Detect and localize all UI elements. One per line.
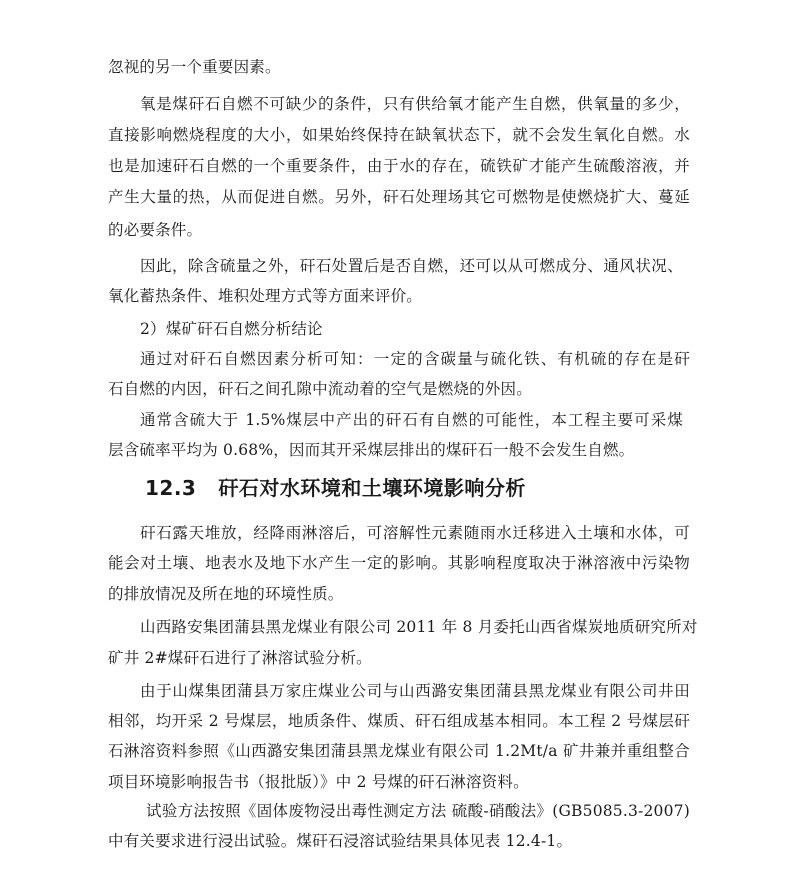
paragraph-line: 通过对矸石自燃因素分析可知：一定的含碳量与硫化铁、有机硫的存在是矸	[140, 350, 690, 368]
paragraph-line: 忽视的另一个重要因素。	[108, 58, 281, 76]
section-number: 12.3	[145, 476, 197, 500]
paragraph-line: 中有关要求进行浸出试验。煤矸石浸溶试验结果具体见表 12.4-1。	[108, 832, 573, 850]
paragraph-line: 能会对土壤、地表水及地下水产生一定的影响。其影响程度取决于淋溶液中污染物	[108, 554, 690, 572]
paragraph-line: 石自燃的内因，矸石之间孔隙中流动着的空气是燃烧的外因。	[108, 380, 532, 398]
paragraph-line: 项目环境影响报告书（报批版）》中 2 号煤的矸石淋溶资料。	[108, 773, 529, 791]
paragraph-line: 氧是煤矸石自燃不可缺少的条件，只有供给氧才能产生自燃，供氧量的多少，	[140, 95, 690, 113]
paragraph-line: 相邻，均开采 2 号煤层，地质条件、煤质、矸石组成基本相同。本工程 2 号煤层矸	[108, 712, 690, 730]
paragraph-line: 的必要条件。	[108, 221, 203, 239]
paragraph-line: 试验方法按照《固体废物浸出毒性测定方法 硫酸-硝酸法》(GB5085.3-2007)	[146, 802, 690, 820]
paragraph-line: 山西路安集团蒲县黑龙煤业有限公司 2011 年 8 月委托山西省煤炭地质研究所对	[140, 618, 698, 636]
paragraph-line: 由于山煤集团蒲县万家庄煤业公司与山西潞安集团蒲县黑龙煤业有限公司井田	[140, 682, 690, 700]
section-heading	[145, 475, 526, 501]
paragraph-line: 因此，除含硫量之外，矸石处置后是否自燃，还可以从可燃成分、通风状况、	[140, 257, 683, 275]
paragraph-line: 石淋溶资料参照《山西潞安集团蒲县黑龙煤业有限公司 1.2Mt/a 矿井兼并重组整合	[108, 742, 690, 760]
paragraph-line: 层含硫率平均为 0.68%，因而其开采煤层排出的煤矸石一般不会发生自燃。	[108, 441, 635, 459]
paragraph-line: 通常含硫大于 1.5%煤层中产出的矸石有自燃的可能性，本工程主要可采煤	[140, 411, 683, 429]
paragraph-line: 矸石露天堆放，经降雨淋溶后，可溶解性元素随雨水迁移进入土壤和水体，可	[140, 524, 690, 542]
paragraph-line: 直接影响燃烧程度的大小，如果始终保持在缺氧状态下，就不会发生氧化自燃。水	[108, 126, 690, 144]
subsection-heading: 2）煤矿矸石自燃分析结论	[140, 320, 323, 338]
paragraph-line: 矿井 2#煤矸石进行了淋溶试验分析。	[108, 649, 372, 667]
paragraph-line: 氧化蓄热条件、堆积处理方式等方面来评价。	[108, 287, 423, 305]
paragraph-line: 产生大量的热，从而促进自燃。另外，矸石处理场其它可燃物是使燃烧扩大、蔓延	[108, 188, 690, 206]
paragraph-line: 的排放情况及所在地的环境性质。	[108, 585, 344, 603]
paragraph-line: 也是加速矸石自燃的一个重要条件，由于水的存在，硫铁矿才能产生硫酸溶液，并	[108, 157, 690, 175]
section-title: 矸石对水环境和土壤环境影响分析	[218, 476, 526, 500]
